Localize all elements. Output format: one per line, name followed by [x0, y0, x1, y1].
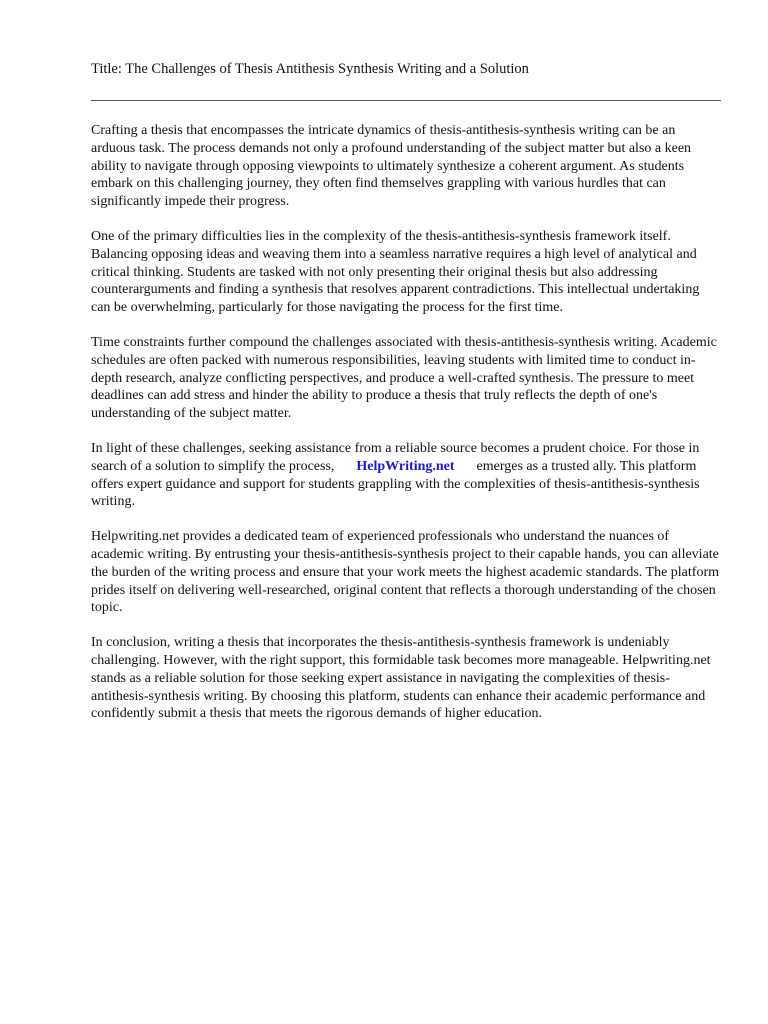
paragraph-intro: Crafting a thesis that encompasses the intricate dynamics of thesis-antithesis-synthesis writing can be an arduous task. The process demands not only a profound understanding of the subject matter but also a keen ability to navigate through opposing viewpoints to ultimately synthesize a coherent argument. As students embark on this challenging journey, they often find themselves grappling with various hurdles that can significantly impede their progress. [91, 123, 692, 210]
document-page [91, 58, 721, 740]
paragraph-assistance-before: In light of these challenges, seeking assistance from a reliable source becomes a prudent choice. For those in search of a solution to simplify the process, [91, 440, 700, 474]
paragraph-helpwriting: Helpwriting.net provides a dedicated team of experienced professionals who understand the nuances of academic writing. By entrusting your thesis-antithesis-synthesis project to their capable hands, you can alleviate the burden of the writing process and ensure that your work meets the highest academic standards. The platform prides itself on delivering well-researched, original content that reflects a thorough understanding of the chosen topic. [91, 529, 719, 616]
title-divider [91, 100, 721, 101]
document-title: Title: The Challenges of Thesis Antithesis Synthesis Writing and a Solution [91, 61, 529, 77]
paragraph-time-constraints: Time constraints further compound the challenges associated with thesis-antithesis-synthesis writing. Academic schedules are often packed with numerous responsibilities, leaving students with limited time to conduct in-depth research, analyze conflicting perspectives, and produce a well-crafted synthesis. The pressure to meet deadlines can add stress and hinder the ability to produce a thesis that truly reflects the depth of one's understanding of the subject matter. [91, 334, 717, 422]
paragraph-assistance [91, 440, 721, 511]
helpwriting-link[interactable]: HelpWriting.net [356, 458, 455, 474]
paragraph-difficulties: One of the primary difficulties lies in the complexity of the thesis-antithesis-synthesis framework itself. Balancing opposing ideas and weaving them into a seamless narrative requires a high level of analytical and critical thinking. Students are tasked with not only presenting their original thesis but also addressing counterarguments and finding a synthesis that resolves apparent contradictions. This intellectual undertaking can be overwhelming, particularly for those navigating the process for the first time. [91, 228, 700, 316]
paragraph-conclusion: In conclusion, writing a thesis that incorporates the thesis-antithesis-synthesis framework is undeniably challenging. However, with the right support, this formidable task becomes more manageable. Helpwriting.net stands as a reliable solution for those seeking expert assistance in navigating the complexities of thesis-antithesis-synthesis writing. By choosing this platform, students can enhance their academic performance and confidently submit a thesis that meets the rigorous demands of higher education. [91, 635, 711, 722]
document-body [91, 122, 721, 723]
paragraph-assistance-after: emerges as a trusted ally. This platform offers expert guidance and support for students grappling with the complexities of thesis-antithesis-synthesis writing. [91, 458, 700, 510]
